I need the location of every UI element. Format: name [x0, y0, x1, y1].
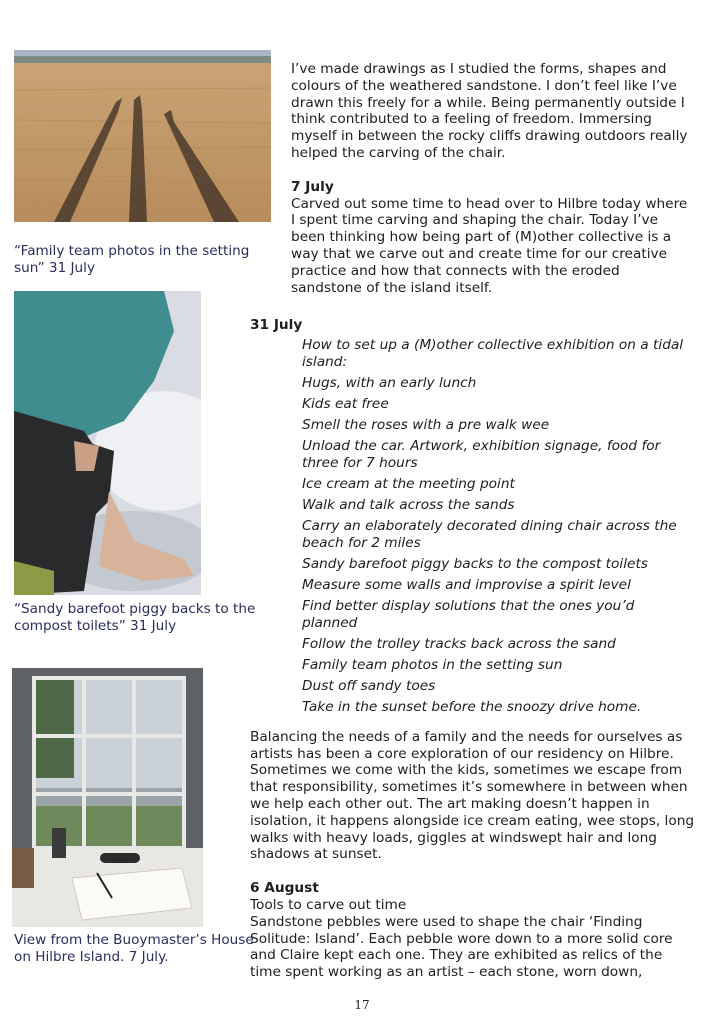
list-item: Find better display solutions that the ones you’d planned [302, 597, 635, 631]
list-item: Unload the car. Artwork, exhibition signage, food for three for 7 hours [302, 437, 661, 471]
list-item: Dust off sandy toes [302, 677, 436, 694]
paragraph-6-august: Sandstone pebbles were used to shape the chair ‘Finding Solitude: Island’. Each pebble wore down to a more solid core and Claire kept each one. They are exhibited as relics of the time spent working as an artist – each stone, worn down, [250, 913, 673, 981]
list-item: Walk and talk across the sands [302, 496, 515, 513]
caption-photo1: “Family team photos in the setting sun” 31 July [14, 243, 250, 277]
photo-piggy-back [14, 291, 201, 595]
caption-photo3: View from the Buoymaster’s House on Hilbre Island. 7 July. [14, 932, 254, 966]
paragraph-7-july: Carved out some time to head over to Hilbre today where I spent time carving and shaping the chair. Today I’ve been thinking how being part of (M)other collective is a way that we carve out and create time for our creative practice and how that connects with the eroded sandstone of the island itself. [291, 195, 688, 296]
list-item: Follow the trolley tracks back across the sand [302, 635, 616, 652]
heading-31-july: 31 July [250, 317, 303, 333]
list-item: How to set up a (M)other collective exhibition on a tidal island: [302, 336, 684, 370]
list-item: Sandy barefoot piggy backs to the compost toilets [302, 555, 648, 572]
balance-paragraph: Balancing the needs of a family and the needs for ourselves as artists has been a core exploration of our residency on Hilbre. Sometimes we come with the kids, sometimes we escape from that responsibility, sometimes it’s somewhere in between when we help each other out. The art making doesn’t happen in isolation, it happens alongside ice cream eating, wee stops, long walks with heavy loads, giggles at windswept hair and long shadows at sunset. [250, 728, 695, 863]
photo-beach-shadows [14, 50, 271, 222]
right-column-top [291, 61, 691, 296]
list-item: Carry an elaborately decorated dining chair across the beach for 2 miles [302, 517, 677, 551]
list-item: Take in the sunset before the snoozy drive home. [302, 698, 642, 715]
photo-window-view [12, 668, 203, 927]
heading-7-july: 7 July [291, 178, 334, 195]
list-item: Ice cream at the meeting point [302, 475, 515, 492]
list-item: Smell the roses with a pre walk wee [302, 416, 550, 433]
list-item: Measure some walls and improvise a spirit level [302, 576, 631, 593]
list-31-july [302, 337, 692, 716]
page-number: 17 [354, 998, 370, 1012]
list-item: Hugs, with an early lunch [302, 374, 477, 391]
list-item: Kids eat free [302, 395, 389, 412]
subheading-6-august: Tools to carve out time [250, 896, 407, 913]
intro-paragraph: I’ve made drawings as I studied the forms, shapes and colours of the weathered sandstone. I don’t feel like I’ve drawn this freely for a while. Being permanently outside I think contributed to a feeling of freedom. Immersing myself in between the rocky cliffs drawing outdoors really helped the carving of the chair. [291, 61, 688, 161]
main-column [250, 317, 695, 981]
heading-6-august: 6 August [250, 880, 319, 897]
caption-photo2: “Sandy barefoot piggy backs to the compost toilets” 31 July [14, 601, 256, 635]
list-item: Family team photos in the setting sun [302, 656, 563, 673]
